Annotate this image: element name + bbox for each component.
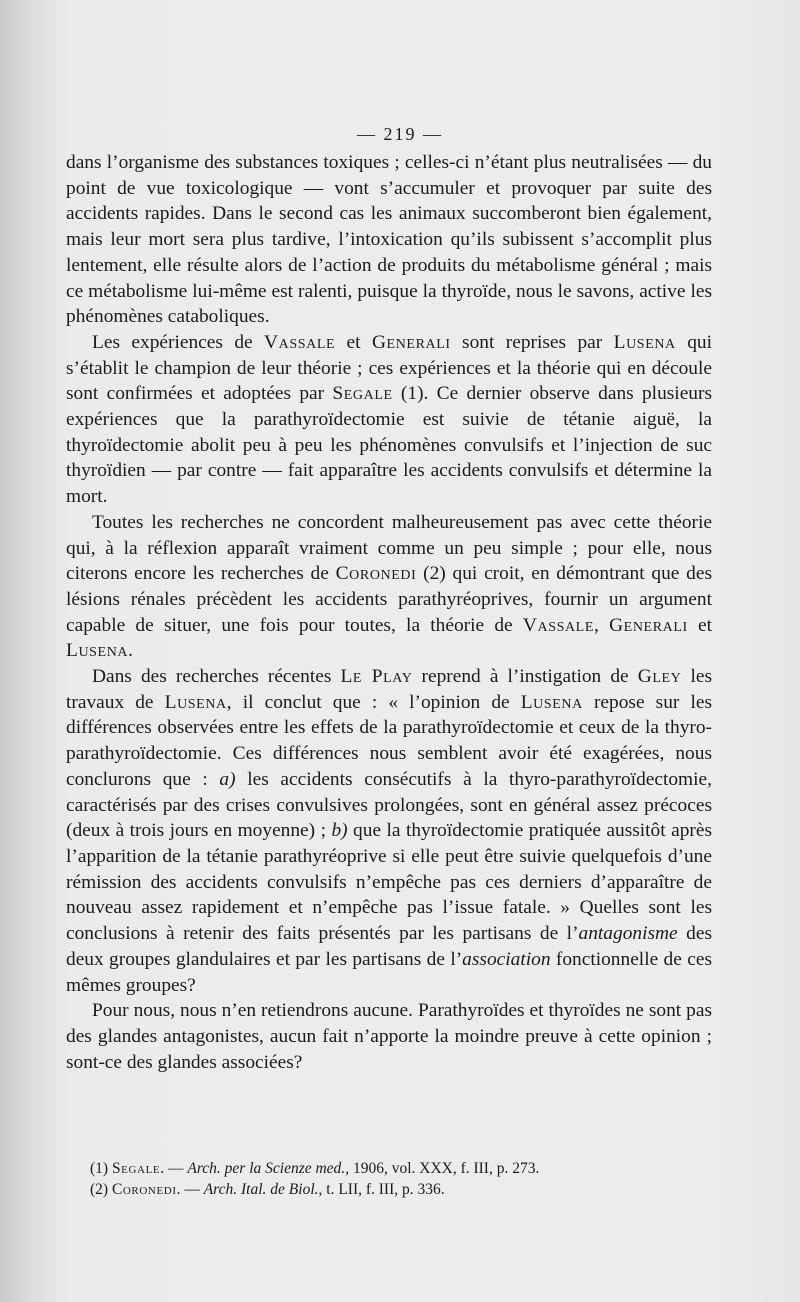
footnote-author: Coronedi <box>111 1181 177 1198</box>
emphasis: antagonisme <box>578 923 678 945</box>
text-run: les accidents consécutifs à la thyro-parathyroïdectomie, caractérisés par des crises convulsives prolongées, sont en général assez précoces (deux à trois jours en moyenne) ; <box>66 768 712 842</box>
author-name: Lusena <box>613 331 676 353</box>
footnote-source: Arch. per la Scienze med. <box>187 1160 346 1177</box>
footnote-source: Arch. Ital. de Biol. <box>203 1181 319 1198</box>
text-run: les travaux de <box>66 666 712 713</box>
text-run: , <box>594 614 610 636</box>
author-name: Lusena <box>520 691 583 713</box>
text-run: et <box>687 614 712 636</box>
footnote-separator: . — <box>176 1181 204 1198</box>
author-name: Generali <box>609 614 688 636</box>
list-marker: a) <box>219 768 236 790</box>
author-name: Gley <box>637 666 682 688</box>
footnote-separator: . — <box>160 1160 188 1177</box>
author-name: Lusena <box>164 691 227 713</box>
body-text <box>66 150 712 1075</box>
text-run: reprend à l’instigation de <box>412 666 638 688</box>
footnote-marker: (2) <box>90 1181 109 1198</box>
text-run: Dans des recherches récentes <box>92 666 341 688</box>
author-name: Vassale <box>264 331 336 353</box>
footnote-1 <box>90 1158 710 1179</box>
author-name: Lusena <box>66 640 129 662</box>
text-run: sont reprises par <box>450 331 614 353</box>
paragraph-2 <box>66 330 712 510</box>
text-run: (1). Ce dernier observe dans plusieurs expériences que la parathyroïdectomie est suivie de tétanie aiguë, la thyroïdectomie abolit peu à peu les phénomènes convulsifs et l’injection de suc thyroïdien — par contre — fait apparaître les accidents convulsifs et détermine la mort. <box>66 383 713 508</box>
footnote-2 <box>90 1179 710 1200</box>
author-name: Vassale <box>522 614 594 636</box>
paragraph-3 <box>66 510 712 664</box>
author-name: Segale <box>332 383 393 405</box>
page-number: — 219 — <box>357 124 443 144</box>
text-run: des deux groupes glandulaires et par les partisans de l’ <box>66 923 712 970</box>
paragraph-4 <box>66 664 712 998</box>
text-run: repose sur les différences observées entre les effets de la parathyroïdectomie et ceux de la thyro-parathyroïdectomie. Ces différences nous semblent avoir été exagérées, nous conclurons que : <box>66 691 712 790</box>
text-run: et <box>335 331 372 353</box>
footnotes <box>90 1158 710 1200</box>
text-run: (2) qui croit, en démontrant que des lésions rénales précèdent les accidents parathyréoprives, fournir un argument capable de situer, une fois pour toutes, la théorie de <box>66 563 712 636</box>
list-marker: b) <box>331 820 348 842</box>
text-run: , il conclut que : « l’opinion de <box>226 691 521 713</box>
paragraph-5: Pour nous, nous n’en retiendrons aucune. Parathyroïdes et thyroïdes ne sont pas des glandes antagonistes, aucun fait n’apporte la moindre preuve à cette opinion ; sont-ce des glandes associées? <box>66 1000 712 1073</box>
author-name: Coronedi <box>335 563 417 585</box>
text-run: Toutes les recherches ne concordent malheureusement pas avec cette théorie qui, à la réflexion apparaît vraiment comme un peu simple ; pour elle, nous citerons encore les recherches de <box>66 511 712 585</box>
paragraph-1: dans l’organisme des substances toxiques ; celles-ci n’étant plus neutralisées — du point de vue toxicologique — vont s’accumuler et provoquer par suite des accidents rapides. Dans le second cas les animaux succomberont bien également, mais leur mort sera plus tardive, l’intoxication qu’ils subissent s’accomplit plus lentement, elle résulte alors de l’action de produits du métabolisme général ; mais ce métabolisme lui-même est ralenti, puisque la thyroïde, nous le savons, active les phénomènes cataboliques. <box>66 152 712 328</box>
text-run: fonctionnelle de ces mêmes groupes? <box>66 948 712 996</box>
footnote-details: , 1906, vol. XXX, f. III, p. 273. <box>345 1160 540 1177</box>
text-run: . <box>128 640 133 662</box>
text-run: qui s’établit le champion de leur théorie ; ces expériences et la théorie qui en découle sont confirmées et adoptées par <box>66 331 712 405</box>
author-name: Generali <box>371 331 451 353</box>
footnote-marker: (1) <box>90 1160 109 1177</box>
text-run: Les expériences de <box>92 331 265 353</box>
author-name: Le Play <box>340 666 413 688</box>
footnote-details: , t. LII, f. III, p. 336. <box>318 1181 445 1198</box>
text-run: que la thyroïdectomie pratiquée aussitôt après l’apparition de la tétanie parathyréoprive si elle peut être suivie quelquefois d’une rémission des accidents convulsifs n’empêche pas ces derniers d’apparaître de nouveau assez rapidement et n’empêche pas l’issue fatale. » Quelles sont les conclusions à retenir des faits présentés par les partisans de l’ <box>66 820 713 945</box>
footnote-author: Segale <box>111 1160 161 1177</box>
emphasis: association <box>462 948 551 970</box>
